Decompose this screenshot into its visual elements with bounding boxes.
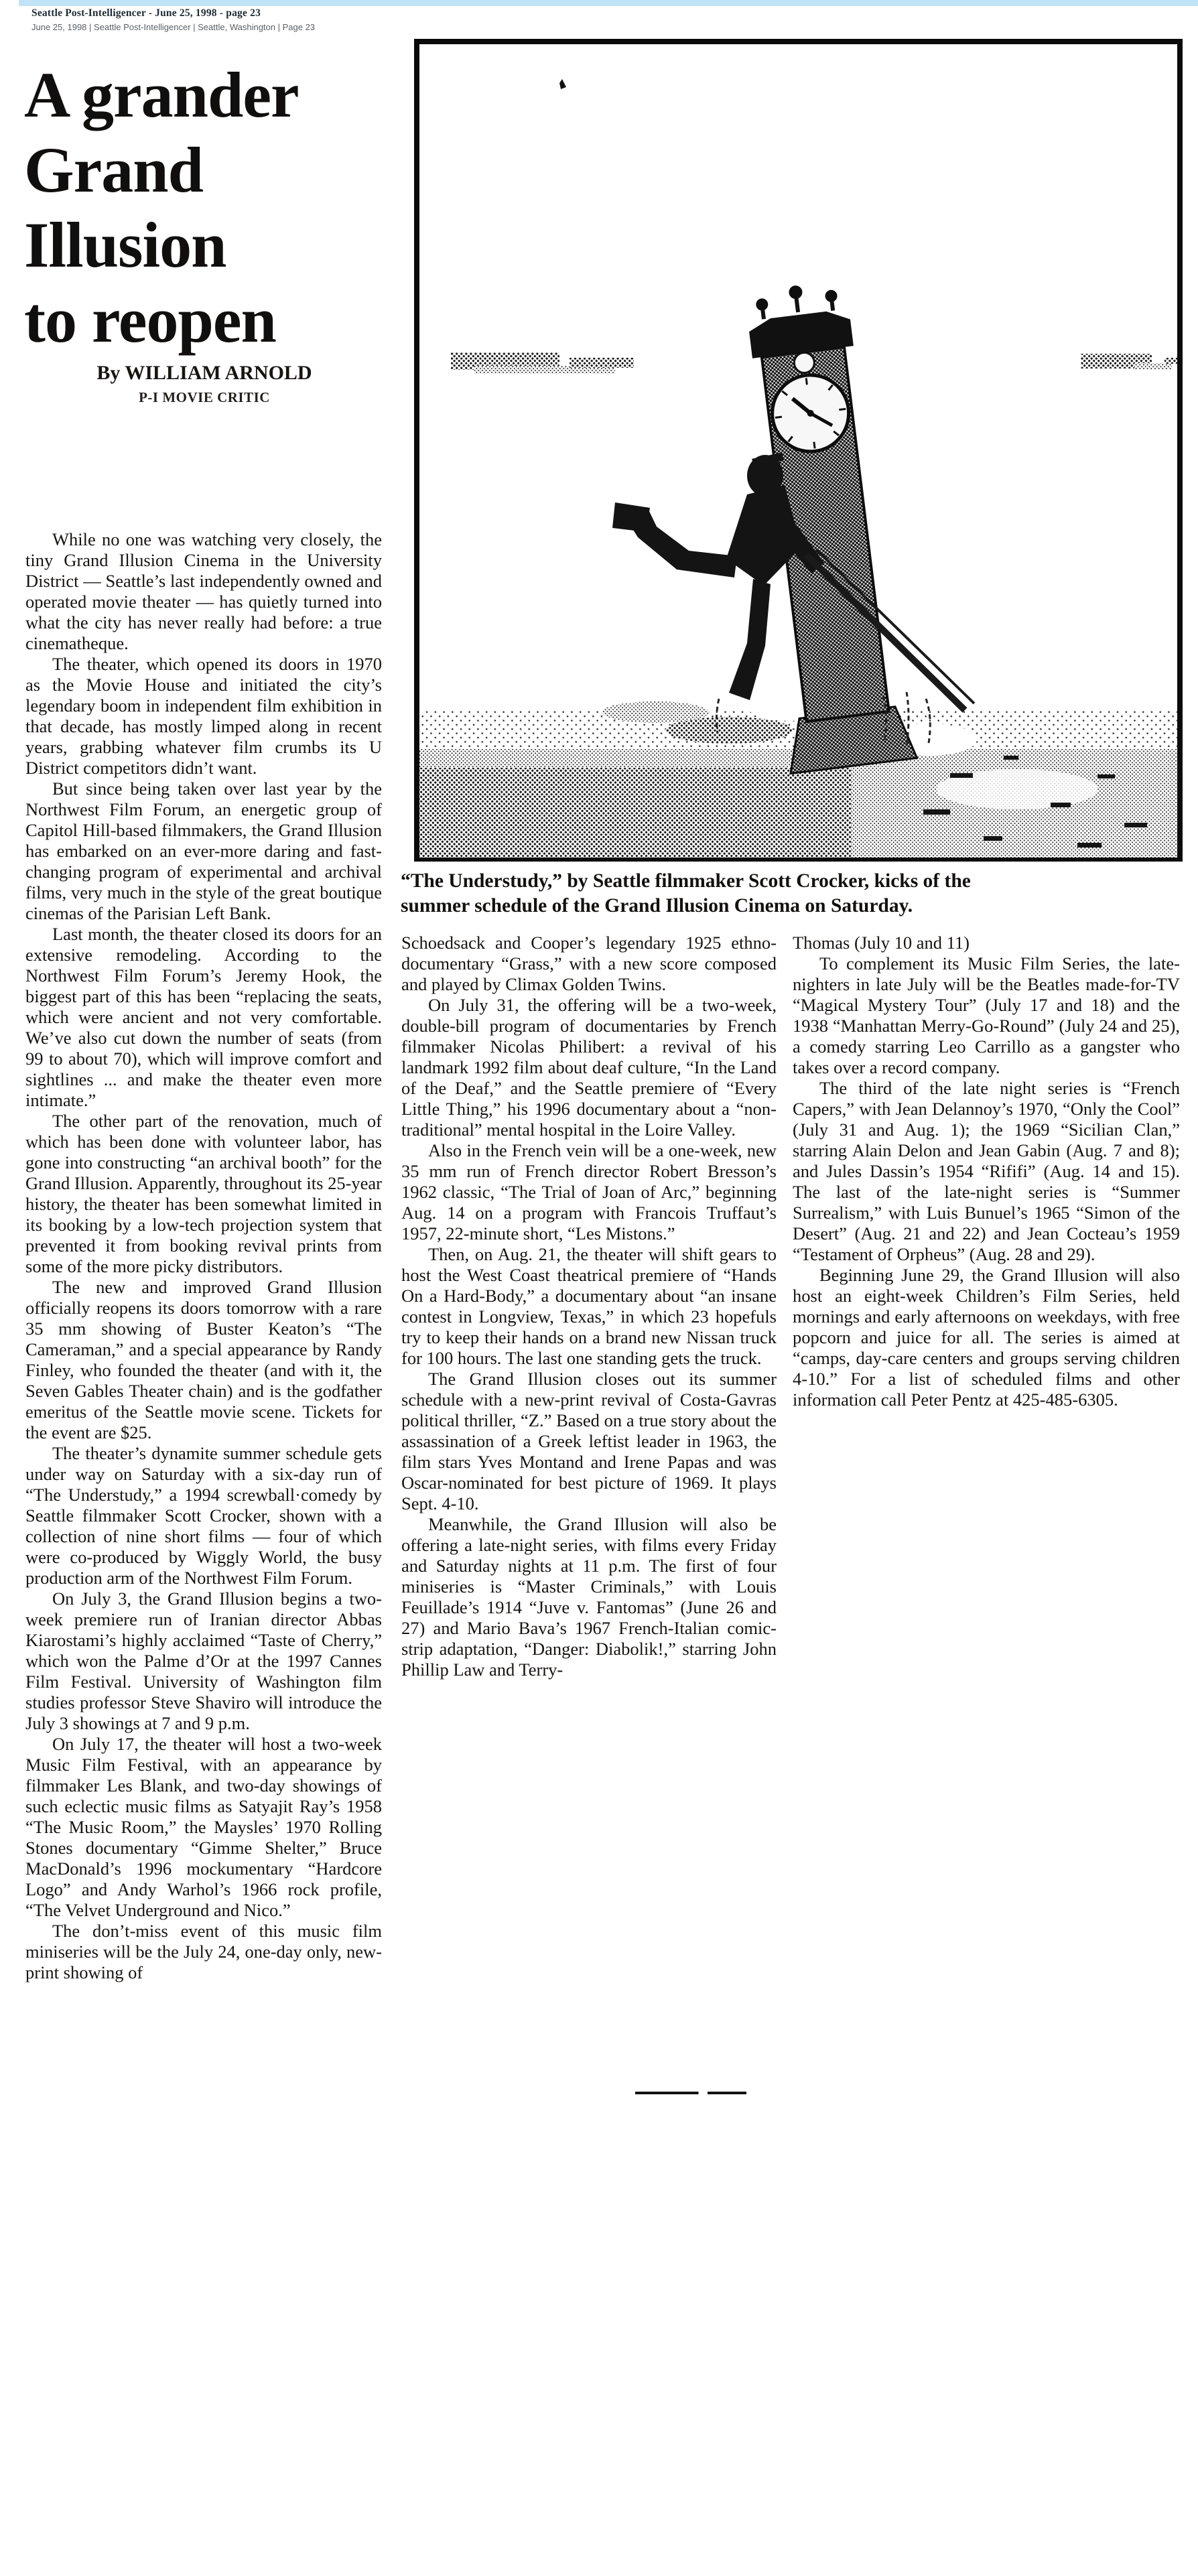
- headline-line: A grander: [24, 59, 299, 131]
- scan-top-edge-bar: [19, 0, 1198, 6]
- article-paragraph: Thomas (July 10 and 11): [793, 933, 970, 953]
- article-paragraph: On July 3, the Grand Illusion begins a two-week premiere run of Iranian director Abbas Kiarostami’s highly acclaimed “Taste of Cherry,” which won the Palme d’Or at the 1997 Cannes Film Festival. University of Washington film studies professor Steve Shaviro will introduce the July 3 showings at 7 and 9 p.m.: [25, 1588, 382, 1733]
- article-paragraph: While no one was watching very closely, the tiny Grand Illusion Cinema in the University District — Seattle’s last independently owned and operated movie theater — has quietly turned into what the city has never really had before: a true cinematheque.: [25, 529, 382, 653]
- article-paragraph: The Grand Illusion closes out its summer schedule with a new-print revival of Costa-Gavras political thriller, “Z.” Based on a true story about the assassination of a Greek leftist leader in 1963, the film stars Yves Montand and Irene Papas and was Oscar-nominated for best picture of 1969. It plays Sept. 4-10.: [401, 1369, 777, 1513]
- headline-line: Grand: [24, 134, 204, 206]
- article-paragraph: Schoedsack and Cooper’s legendary 1925 ethno-documentary “Grass,” with a new score composed and played by Climax Golden Twins.: [401, 933, 777, 994]
- article-column-3: [793, 933, 1180, 1410]
- photo-caption-line: “The Understudy,” by Seattle filmmaker Scott Crocker, kicks of the: [401, 870, 971, 892]
- scan-header-title: Seattle Post-Intelligencer - June 25, 1998 - page 23: [31, 7, 261, 19]
- article-paragraph: On July 17, the theater will host a two-week Music Film Festival, with an appearance by filmmaker Les Blank, and two-day showings of such eclectic music films as Satyajit Ray’s 1958 “The Music Room,” the Maysles’ 1970 Rolling Stones documentary “Gimme Shelter,” Bruce MacDonald’s 1996 mockumentary “Hardcore Logo” and Andy Warhol’s 1966 rock profile, “The Velvet Underground and Nico.”: [25, 1734, 382, 1920]
- article-paragraph: The new and improved Grand Illusion officially reopens its doors tomorrow with a rare 35 mm showing of Buster Keaton’s “The Cameraman,” and a special appearance by Randy Finley, who founded the theater (and with it, the Seven Gables Theater chain) and is the godfather emeritus of the Seattle movie scene. Tickets for the event are $25.: [25, 1277, 382, 1442]
- article-paragraph: On July 31, the offering will be a two-week, double-bill program of documentaries by French filmmaker Nicolas Philibert: a revival of his landmark 1992 film about deaf culture, “In the Land of the Deaf,” and the Seattle premiere of “Every Little Thing,” his 1996 documentary about a “non-traditional” mental hospital in the Loire Valley.: [401, 995, 777, 1140]
- article-end-rule: [635, 2092, 746, 2094]
- article-paragraph: Meanwhile, the Grand Illusion will also be offering a late-night series, with films every Friday and Saturday nights at 11 p.m. The first of four miniseries is “Master Criminals,” with Louis Feuillade’s 1914 “Juve v. Fantomas” (June 26 and 27) and Mario Bava’s 1967 French-Italian comic-strip adaptation, “Danger: Diabolik!,” starring John Phillip Law and Terry-: [401, 1514, 777, 1680]
- article-paragraph: The other part of the renovation, much of which has been done with volunteer labor, has gone into constructing “an archival booth” for the Grand Illusion. Apparently, throughout its 25-year history, the theater has been somewhat limited in its booking by a low-tech projection system that prevented it from booking revival prints from some of the more picky distributors.: [25, 1111, 382, 1276]
- article-paragraph: The theater’s dynamite summer schedule gets under way on Saturday with a six-day run of “The Understudy,” a 1994 screwball·comedy by Seattle filmmaker Scott Crocker, shown with a collection of nine short films — four of which were co-produced by Wiggly World, the busy production arm of the Northwest Film Forum.: [25, 1443, 382, 1588]
- article-paragraph: To complement its Music Film Series, the late-nighters in late July will be the Beatles made-for-TV “Magical Mystery Tour” (July 17 and 18) and the 1938 “Manhattan Merry-Go-Round” (July 24 and 25), a comedy starring Leo Carrillo as a gangster who takes over a record company.: [793, 953, 1180, 1077]
- article-paragraph: Beginning June 29, the Grand Illusion will also host an eight-week Children’s Film Series, held mornings and early afternoons on weekdays, with free popcorn and juice for all. The series is aimed at “camps, day-care centers and groups serving children 4-10.” For a list of scheduled films and other information call Peter Pentz at 425-485-6305.: [793, 1265, 1180, 1410]
- photo-caption: [401, 869, 1187, 919]
- article-paragraph: The don’t-miss event of this music film miniseries will be the July 24, one-day only, new-print showing of: [25, 1921, 382, 1982]
- headline-line: to reopen: [24, 284, 276, 356]
- byline-role: P-I MOVIE CRITIC: [139, 389, 270, 405]
- article-paragraph: Then, on Aug. 21, the theater will shift gears to host the West Coast theatrical premiere of “Hands On a Hard-Body,” a documentary about “an insane contest in Longview, Texas,” in which 23 hopefuls try to keep their hands on a brand new Nissan truck for 100 hours. The last one standing gets the truck.: [401, 1244, 777, 1368]
- scan-header-meta: June 25, 1998 | Seattle Post-Intelligencer | Seattle, Washington | Page 23: [31, 22, 316, 32]
- article-column-1: [25, 529, 382, 1983]
- headline-line: Illusion: [24, 209, 226, 281]
- article-paragraph: The third of the late night series is “French Capers,” with Jean Delannoy’s 1970, “Only the Cool” (July 31 and Aug. 1); the 1969 “Sicilian Clan,” starring Alain Delon and Jean Gabin (Aug. 7 and 8); and Jules Dassin’s 1954 “Rififi” (Aug. 14 and 15). The last of the late-night series is “Summer Surrealism,” with Luis Bunuel’s 1965 “Simon of the Desert” (Aug. 21 and 22) and Jean Cocteau’s 1959 “Testament of Orpheus” (Aug. 28 and 29).: [793, 1078, 1180, 1264]
- article-paragraph: Last month, the theater closed its doors for an extensive remodeling. According to the Northwest Film Forum’s Jeremy Hook, the biggest part of this has been “replacing the seats, which were ancient and not very comfortable. We’ve also cut down the number of seats (from 99 to about 70), which will improve comfort and sightlines ... and make the theater even more intimate.”: [25, 924, 382, 1110]
- article-paragraph: The theater, which opened its doors in 1970 as the Movie House and initiated the city’s legendary boom in independent film exhibition in that decade, has mostly limped along in recent years, grabbing whatever film crumbs its U District competitors didn’t want.: [25, 654, 382, 778]
- article-column-2: [401, 933, 777, 1680]
- article-paragraph: Also in the French vein will be a one-week, new 35 mm run of French director Robert Bresson’s 1962 classic, “The Trial of Joan of Arc,” beginning Aug. 14 on a program with Francois Truffaut’s 1957, 22-minute short, “Les Mistons.”: [401, 1140, 777, 1243]
- photo-illustration: [414, 39, 1183, 862]
- news-photo: [414, 39, 1183, 862]
- byline: By WILLIAM ARNOLD: [96, 362, 312, 384]
- photo-caption-line: summer schedule of the Grand Illusion Cinema on Saturday.: [401, 895, 913, 917]
- article-headline: [24, 58, 389, 358]
- article-paragraph: But since being taken over last year by the Northwest Film Forum, an energetic group of Capitol Hill-based filmmakers, the Grand Illusion has embarked on an ever-more daring and fast-changing program of experimental and archival films, very much in the style of the great boutique cinemas of the Parisian Left Bank.: [25, 778, 382, 923]
